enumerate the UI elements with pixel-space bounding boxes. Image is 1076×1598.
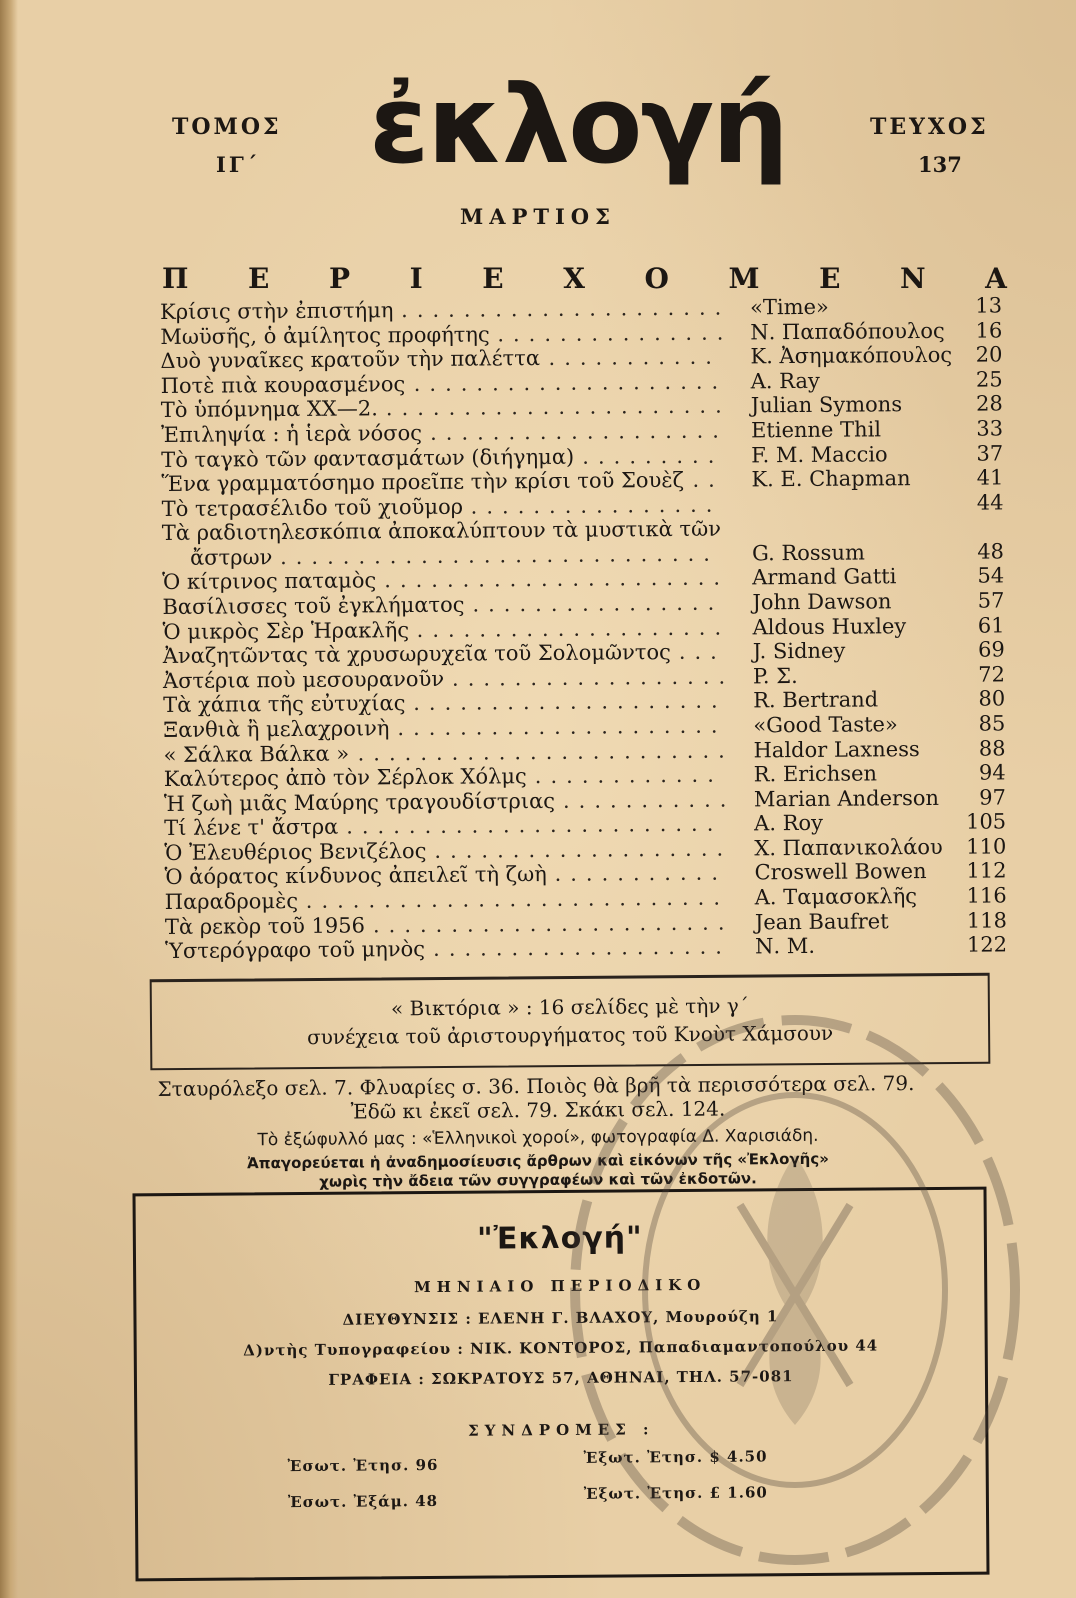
toc-page: 122 xyxy=(966,932,1008,957)
volume-label: ΤΟΜΟΣ xyxy=(172,114,282,140)
toc-author: «Good Taste» xyxy=(753,712,898,738)
toc-leader-dots: ...................... xyxy=(385,393,731,421)
toc-author: Α. Ταμασοκλῆς xyxy=(754,884,918,910)
toc-page: 57 xyxy=(977,588,1005,613)
toc-leader-dots: ........................ xyxy=(357,738,734,765)
toc-author: Haldor Laxness xyxy=(753,736,920,762)
magazine-title: ἐκλογή xyxy=(369,63,787,188)
toc-title: Ὁ ἀόρατος κίνδυνος ἀπειλεῖ τὴ ζωὴ xyxy=(164,862,547,890)
toc-page: 97 xyxy=(979,785,1007,810)
toc-page: 110 xyxy=(966,834,1007,859)
contents-letter: Ε xyxy=(819,262,841,295)
contents-letter: Ο xyxy=(644,262,669,295)
copyright-notice: Ἀπαγορεύεται ἡ ἀναδημοσίευσις ἄρθρων καὶ εἰκόνων τῆς «Ἐκλογῆς» xyxy=(247,1149,829,1173)
sub-domestic-year: Ἐσωτ. Ἐτησ. 96 xyxy=(287,1455,439,1476)
toc-page: 94 xyxy=(978,760,1006,785)
colophon-subtitle: ΜΗΝΙΑΙΟ ΠΕΡΙΟΔΙΚΟ xyxy=(414,1275,707,1297)
contents-letter: Α xyxy=(985,262,1007,295)
toc-author: G. Rossum xyxy=(751,540,865,566)
toc-leader-dots: ........... xyxy=(548,344,721,371)
toc-title: Ἀστέρια ποὺ μεσουρανοῦν xyxy=(162,666,445,693)
toc-page: 88 xyxy=(978,735,1006,761)
toc-author: J. Sidney xyxy=(752,638,846,664)
toc-author: Aldous Huxley xyxy=(752,613,907,639)
toc-title: Βασίλισσες τοῦ ἐγκλήματος xyxy=(162,592,465,619)
toc-page: 25 xyxy=(975,367,1003,392)
toc-page: 41 xyxy=(976,465,1004,490)
toc-page: 13 xyxy=(975,293,1003,318)
toc-title: Ἕνα γραμματόσημο προεῖπε τὴν κρίσι τοῦ Σουὲζ xyxy=(161,468,685,497)
toc-title: Παραδρομὲς xyxy=(164,888,299,915)
toc-title: Ὁ Ἐλευθέριος Βενιζέλος xyxy=(164,838,427,865)
toc-leader-dots: ... xyxy=(678,639,726,665)
page-binding-edge xyxy=(0,0,18,1598)
toc-author: Croswell Bowen xyxy=(754,859,927,885)
toc-title: Κρίσις στὴν ἐπιστήμη xyxy=(160,298,394,324)
feature-line: « Βικτόρια » : 16 σελίδες μὲ τὴν γ΄ xyxy=(390,993,749,1021)
colophon-offices: ΓΡΑΦΕΙΑ : ΣΩΚΡΑΤΟΥΣ 57, ΑΘΗΝΑΙ, ΤΗΛ. 57-081 xyxy=(328,1367,794,1389)
sub-foreign-year: Ἐξωτ. Ἐτησ. $ 4.50 xyxy=(583,1447,768,1467)
toc-author: A. Ray xyxy=(750,368,820,394)
toc-leader-dots: .................... xyxy=(416,615,731,642)
misc-pages-line: Σταυρόλεξο σελ. 7. Φλυαρίες σ. 36. Ποιὸς θὰ βρῆ τὰ περισσότερα σελ. 79. xyxy=(157,1071,915,1101)
toc-title: Ὁ μικρὸς Σὲρ Ἡρακλῆς xyxy=(162,617,410,644)
toc-author: John Dawson xyxy=(752,589,892,615)
toc-leader-dots: ............ xyxy=(534,762,723,789)
toc-page: 54 xyxy=(977,563,1005,588)
toc-leader-dots: ........... xyxy=(562,787,736,813)
toc-page: 16 xyxy=(975,317,1003,343)
toc-title: Τὰ χάπια τῆς εὐτυχίας xyxy=(163,691,406,718)
toc-author: R. Erichsen xyxy=(753,761,878,787)
contents-letter: Ε xyxy=(482,262,504,295)
toc-title: Δυὸ γυναῖκες κρατοῦν τὴν παλέττα xyxy=(160,346,541,374)
toc-page: 112 xyxy=(966,858,1007,884)
toc-title-continuation: ἄστρων xyxy=(189,545,273,570)
toc-page: 44 xyxy=(976,490,1004,515)
issue-number: 137 xyxy=(918,152,962,177)
issue-label: ΤΕΥΧΟΣ xyxy=(870,114,989,140)
toc-title: Ὑστερόγραφο τοῦ μηνὸς xyxy=(165,937,426,964)
contents-letter: Μ xyxy=(728,262,760,295)
toc-leader-dots: ................... xyxy=(433,934,732,962)
toc-author: Κ. Ἀσημακόπουλος xyxy=(750,342,953,369)
toc-page: 20 xyxy=(975,342,1003,367)
toc-page: 105 xyxy=(965,809,1007,834)
toc-entry xyxy=(162,515,1012,571)
toc-title: Τὸ ταγκὸ τῶν φαντασμάτων (διήγημα) xyxy=(161,444,575,472)
toc-page: 61 xyxy=(977,612,1005,638)
toc-page: 28 xyxy=(976,391,1003,416)
toc-author: Armand Gatti xyxy=(752,564,897,590)
toc-author: Etienne Thil xyxy=(750,417,882,443)
toc-leader-dots: .. xyxy=(692,467,724,492)
toc-leader-dots: ........... xyxy=(554,861,728,887)
toc-page: 33 xyxy=(976,416,1004,441)
cover-credit: Τὸ ἐξώφυλλό μας : «Ἑλληνικοὶ χοροί», φωτογραφία Δ. Χαρισιάδη. xyxy=(257,1125,819,1151)
toc-title: Τὰ ρεκὸρ τοῦ 1956 xyxy=(164,913,366,939)
toc-page: 37 xyxy=(976,440,1004,466)
toc-title: Καλύτερος ἀπὸ τὸν Σέρλοκ Χόλμς xyxy=(163,764,527,792)
volume-number: ΙΓ΄ xyxy=(216,152,261,177)
toc-title: Ξανθιὰ ἢ μελαχροινὴ xyxy=(163,716,390,742)
toc-author: K. E. Chapman xyxy=(751,466,911,492)
toc-title: Ἡ ζωὴ μιᾶς Μαύρης τραγουδίστριας xyxy=(163,788,556,816)
sub-domestic-half: Ἐσωτ. Ἐξάμ. 48 xyxy=(287,1491,439,1512)
toc-page: 48 xyxy=(977,539,1005,564)
toc-page: 85 xyxy=(978,711,1006,736)
contents-letter: Ν xyxy=(899,262,926,295)
toc-leader-dots: .................. xyxy=(451,664,735,691)
toc-title: Ὁ κίτρινος παταμὸς xyxy=(162,568,377,595)
toc-leader-dots: ................ xyxy=(470,492,722,519)
toc-leader-dots: ...................... xyxy=(384,565,730,593)
toc-page: 69 xyxy=(977,637,1005,662)
toc-author: Ν. Μ. xyxy=(755,934,816,959)
toc-leader-dots: ............... xyxy=(497,320,733,346)
colophon-title: "Ἐκλογή" xyxy=(476,1220,643,1257)
toc-leader-dots: ............................ xyxy=(279,541,720,570)
copyright-notice: χωρὶς τὴν ἄδεια τῶν συγγραφέων καὶ τῶν ἐκδοτῶν. xyxy=(319,1169,757,1191)
feature-line: συνέχεια τοῦ ἀριστουργήματος τοῦ Κνοὺτ Χάμσουν xyxy=(306,1020,834,1050)
misc-pages-line: Ἐδῶ κι ἐκεῖ σελ. 79. Σκάκι σελ. 124. xyxy=(350,1096,726,1124)
colophon-printer: Δ)ντὴς Τυπογραφείου : ΝΙΚ. ΚΟΝΤΟΡΟΣ, Παπαδιαμαντοπούλου 44 xyxy=(243,1336,879,1360)
toc-author: Marian Anderson xyxy=(753,785,940,812)
subscriptions-heading: ΣΥΝΔΡΟΜΕΣ : xyxy=(468,1420,655,1440)
toc-page: 116 xyxy=(966,883,1007,908)
toc-leader-dots: ..................... xyxy=(397,713,727,741)
issue-month: ΜΑΡΤΙΟΣ xyxy=(460,204,616,229)
toc-title: Ποτὲ πιὰ κουρασμένος xyxy=(160,371,406,398)
toc-title: Τὸ ὑπόμνημα XX—2. xyxy=(160,396,378,423)
toc-title: Ἀναζητῶντας τὰ χρυσωρυχεῖα τοῦ Σολομῶντος xyxy=(162,640,671,669)
contents-letter: Ε xyxy=(248,262,270,295)
toc-leader-dots: .................... xyxy=(413,688,727,716)
contents-letter: Ρ xyxy=(328,262,351,295)
toc-leader-dots: .................... xyxy=(413,369,728,396)
toc-author: Julian Symons xyxy=(750,392,903,418)
toc-title: « Σάλκα Βάλκα » xyxy=(163,741,350,767)
contents-letter: Ι xyxy=(409,262,423,295)
toc-author: Jean Baufret xyxy=(754,908,889,935)
toc-author: F. M. Maccio xyxy=(751,441,888,467)
table-of-contents xyxy=(160,293,1015,963)
toc-title: Τὰ ραδιοτηλεσκόπια ἀποκαλύπτουν τὰ μυστικὰ τῶν xyxy=(161,516,722,546)
contents-heading xyxy=(162,262,1007,295)
toc-author: Χ. Παπανικολάου xyxy=(754,834,943,861)
toc-leader-dots: ................... xyxy=(429,418,728,445)
toc-leader-dots: ........................ xyxy=(346,811,723,839)
toc-page: 80 xyxy=(978,686,1006,711)
toc-title: Ἐπιληψία : ἡ ἱερὰ νόσος xyxy=(160,420,423,447)
toc-title: Τὸ τετρασέλιδο τοῦ χιοῦμορ xyxy=(161,494,464,521)
toc-leader-dots: ..................... xyxy=(400,295,731,323)
toc-author: P. Σ. xyxy=(752,663,798,689)
contents-letter: Χ xyxy=(563,262,585,295)
library-stamp xyxy=(560,1005,1030,1575)
toc-author: «Time» xyxy=(749,294,829,320)
toc-entry xyxy=(165,933,1015,964)
contents-letter: Π xyxy=(162,262,189,295)
toc-leader-dots: ................... xyxy=(434,836,733,863)
toc-leader-dots: ......... xyxy=(582,443,724,469)
toc-title: Τί λένε τ' ἄστρα xyxy=(164,814,339,841)
toc-leader-dots: ........................... xyxy=(305,885,730,913)
toc-page: 118 xyxy=(966,908,1007,933)
toc-title: Μωϋσῆς, ὁ ἀμίλητος προφήτης xyxy=(160,322,490,349)
toc-author: R. Bertrand xyxy=(753,687,879,713)
toc-leader-dots: ....................... xyxy=(372,910,734,938)
toc-author: A. Roy xyxy=(754,811,824,836)
toc-page: 72 xyxy=(978,662,1006,687)
toc-author: Ν. Παπαδόπουλος xyxy=(750,318,945,344)
sub-foreign-half: Ἐξωτ. Ἐτησ. £ 1.60 xyxy=(583,1483,768,1503)
colophon-direction: ΔΙΕΥΘΥΝΣΙΣ : ΕΛΕΝΗ Γ. ΒΛΑΧΟΥ, Μουρούζη 1 xyxy=(342,1307,779,1329)
toc-leader-dots: ................ xyxy=(472,590,724,617)
